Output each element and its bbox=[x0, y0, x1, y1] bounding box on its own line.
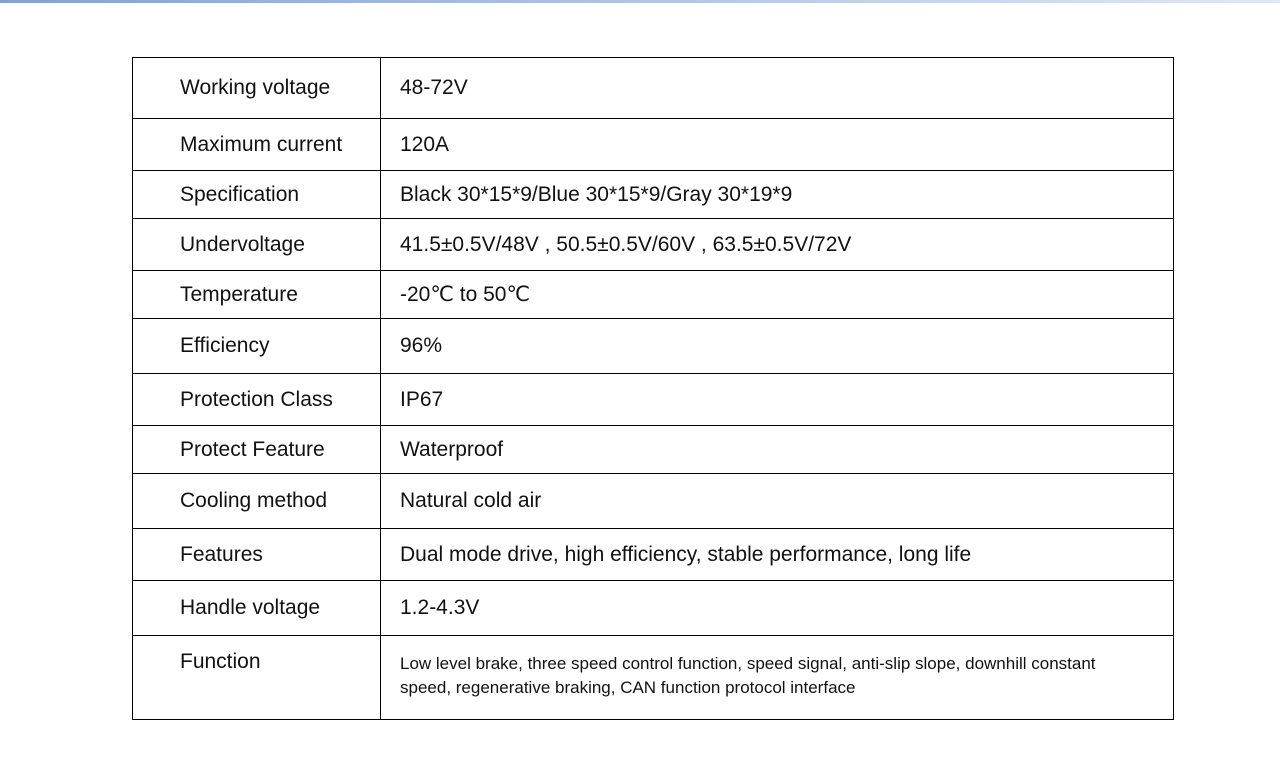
spec-row-temperature bbox=[133, 271, 1174, 319]
spec-label: Protection Class bbox=[133, 374, 381, 426]
spec-value: 48-72V bbox=[381, 58, 1174, 119]
spec-row-working-voltage bbox=[133, 58, 1174, 119]
spec-value: IP67 bbox=[381, 374, 1174, 426]
spec-row-maximum-current bbox=[133, 119, 1174, 171]
spec-label: Efficiency bbox=[133, 319, 381, 374]
spec-label: Temperature bbox=[133, 271, 381, 319]
spec-row-cooling-method bbox=[133, 474, 1174, 529]
spec-row-handle-voltage bbox=[133, 581, 1174, 636]
spec-label: Maximum current bbox=[133, 119, 381, 171]
spec-label: Specification bbox=[133, 171, 381, 219]
spec-value: 120A bbox=[381, 119, 1174, 171]
spec-table bbox=[132, 57, 1174, 720]
spec-label: Function bbox=[133, 636, 381, 720]
spec-row-undervoltage bbox=[133, 219, 1174, 271]
spec-value: 96% bbox=[381, 319, 1174, 374]
spec-value: 41.5±0.5V/48V , 50.5±0.5V/60V , 63.5±0.5V/72V bbox=[381, 219, 1174, 271]
spec-value: Low level brake, three speed control function, speed signal, anti-slip slope, downhill constant speed, regenerative braking, CAN function protocol interface bbox=[381, 636, 1174, 720]
spec-value: Black 30*15*9/Blue 30*15*9/Gray 30*19*9 bbox=[381, 171, 1174, 219]
spec-label: Protect Feature bbox=[133, 426, 381, 474]
spec-row-protection-class bbox=[133, 374, 1174, 426]
spec-label: Handle voltage bbox=[133, 581, 381, 636]
spec-value: Waterproof bbox=[381, 426, 1174, 474]
spec-row-specification bbox=[133, 171, 1174, 219]
spec-value: 1.2-4.3V bbox=[381, 581, 1174, 636]
top-accent-bar bbox=[0, 0, 1280, 3]
spec-row-features bbox=[133, 529, 1174, 581]
spec-value: Dual mode drive, high efficiency, stable performance, long life bbox=[381, 529, 1174, 581]
spec-row-function bbox=[133, 636, 1174, 720]
spec-value: Natural cold air bbox=[381, 474, 1174, 529]
spec-label: Working voltage bbox=[133, 58, 381, 119]
spec-row-efficiency bbox=[133, 319, 1174, 374]
spec-value: -20℃ to 50℃ bbox=[381, 271, 1174, 319]
spec-label: Cooling method bbox=[133, 474, 381, 529]
spec-label: Features bbox=[133, 529, 381, 581]
spec-row-protect-feature bbox=[133, 426, 1174, 474]
spec-label: Undervoltage bbox=[133, 219, 381, 271]
